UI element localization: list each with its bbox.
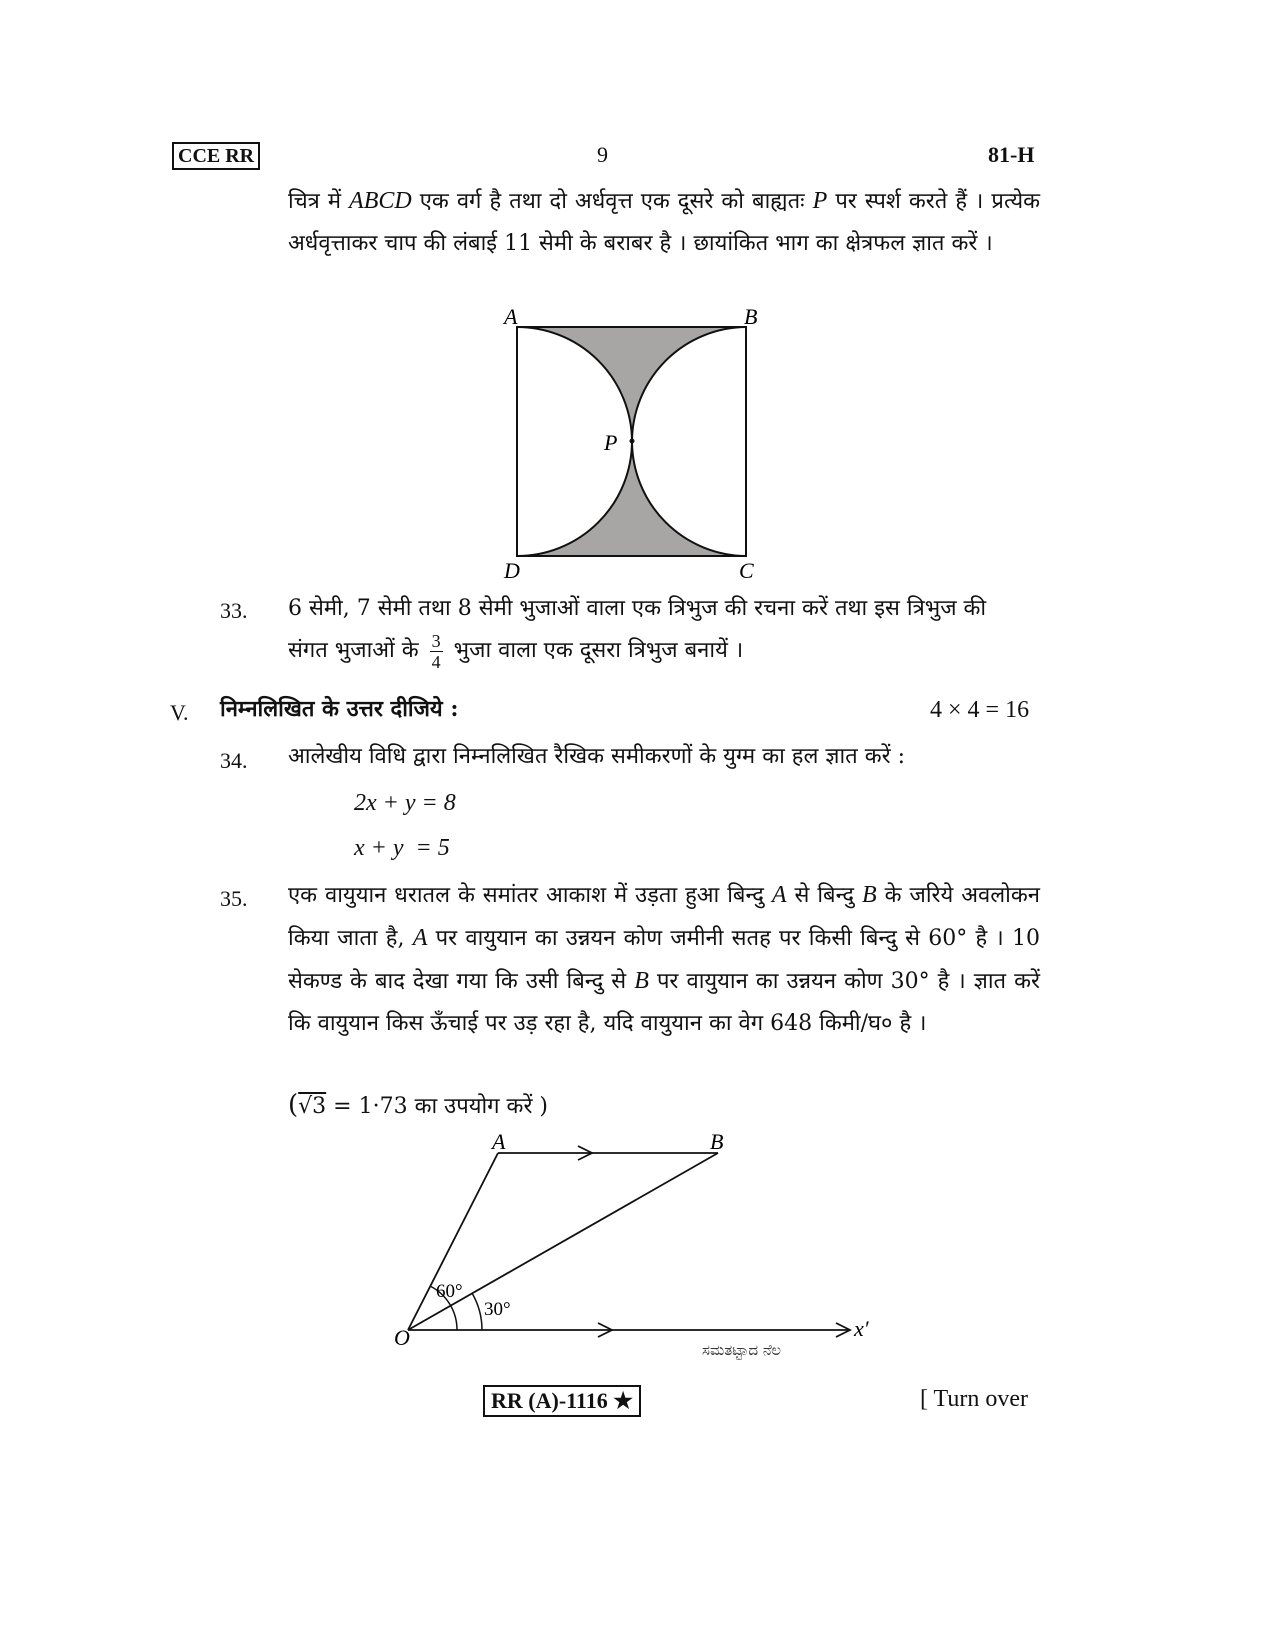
q32-var-abcd: ABCD <box>349 188 412 214</box>
question-34-number: 34. <box>220 748 248 773</box>
q32-var-p: P <box>812 188 828 214</box>
q35-text-4: पर वायुयान का उन्नयन कोण जमीनी सतह पर किसी बिन्दु से 60° है । 10 सेकण्ड के बाद देखा गया कि उसी बिन्दु से <box>288 926 1040 994</box>
label-ground-kannada: ಸಮತಟ್ಟಾದ ನೆಲ <box>702 1341 782 1359</box>
hint-open-paren: ( <box>288 1090 299 1120</box>
q33-line2-post: भुजा वाला एक दूसरा त्रिभुज बनायें । <box>453 638 744 663</box>
label-c: C <box>739 558 754 583</box>
q32-text-3: पर स्पर्श करते हैं । प्रत्येक अर्धवृत्ताकर चाप की लंबाई 11 सेमी के बराबर है । छायांकित भाग का क्षेत्रफल ज्ञात करें । <box>288 189 1040 256</box>
label-angle-60: 60° <box>436 1281 463 1302</box>
label-angle-30: 30° <box>484 1299 511 1320</box>
q35-text-2: से बिन्दु <box>794 883 855 908</box>
label-d: D <box>504 558 520 583</box>
page-number: 9 <box>597 142 608 167</box>
q35-text-5: पर वायुयान का उन्नयन कोण 30° है । ज्ञात करें कि वायुयान किस ऊँचाई पर उड़ रहा है, यदि वायुयान का वेग 648 किमी/घ० है । <box>288 969 1041 1036</box>
q35-text-3: के जरिये अवलोकन किया जाता है, <box>288 883 1040 951</box>
line-ob <box>408 1153 718 1330</box>
q33-line2-pre: संगत भुजाओं के <box>288 638 419 663</box>
question-35-hint <box>288 1084 548 1128</box>
q32-text-1: चित्र में <box>288 189 341 214</box>
question-35-number: 35. <box>220 886 248 911</box>
q32-text-2: एक वर्ग है तथा दो अर्धवृत्त एक दूसरे को बाह्यतः <box>419 189 805 214</box>
question-34-text: आलेखीय विधि द्वारा निम्नलिखित रैखिक समीकरणों के युग्म का हल ज्ञात करें : <box>288 744 905 769</box>
fraction-three-quarters <box>430 631 443 672</box>
label-p: P <box>604 430 618 455</box>
hint-rest: = 1·73 का उपयोग करें ) <box>326 1094 549 1119</box>
angle-arc-30 <box>472 1293 482 1330</box>
question-32-text <box>288 180 1040 265</box>
question-33-line1: 6 सेमी, 7 सेमी तथा 8 सेमी भुजाओं वाला एक त्रिभुज की रचना करें तथा इस त्रिभुज की <box>288 596 987 621</box>
section-title: निम्नलिखित के उत्तर दीजिये : <box>220 696 459 722</box>
label-a: A <box>504 304 518 329</box>
question-35-text <box>288 874 1040 1045</box>
hint-sqrt-3: √3 <box>298 1094 327 1119</box>
elevation-angle-figure <box>380 1125 900 1375</box>
header-box-label: CCE RR <box>172 142 260 170</box>
equation-1: 2x + y = 8 <box>354 790 456 816</box>
section-roman: V. <box>170 700 189 725</box>
q35-var-a2: A <box>412 925 428 951</box>
footer-paper-code: RR (A)-1116 ★ <box>483 1385 641 1417</box>
q35-var-b: B <box>862 882 877 908</box>
section-marks: 4 × 4 = 16 <box>930 697 1030 723</box>
label-o: O <box>394 1325 410 1350</box>
question-33-number: 33. <box>220 598 248 623</box>
fraction-numerator: 3 <box>431 630 441 651</box>
square-semicircle-figure <box>490 300 780 590</box>
question-33-line2 <box>288 630 1040 672</box>
fraction-denominator: 4 <box>431 651 441 672</box>
label-a-plane: A <box>492 1129 506 1154</box>
point-p <box>630 439 635 444</box>
q35-text-1: एक वायुयान धरातल के समांतर आकाश में उड़ता हुआ बिन्दु <box>288 883 764 908</box>
turn-over-note: [ Turn over <box>920 1386 1029 1412</box>
label-b: B <box>744 304 758 329</box>
q35-var-a: A <box>771 882 787 908</box>
paper-code: 81-H <box>988 142 1035 167</box>
equation-2: x + y = 5 <box>354 835 450 861</box>
label-x-prime: x′ <box>854 1316 869 1341</box>
q35-var-b2: B <box>634 968 649 994</box>
label-b-plane: B <box>710 1129 724 1154</box>
